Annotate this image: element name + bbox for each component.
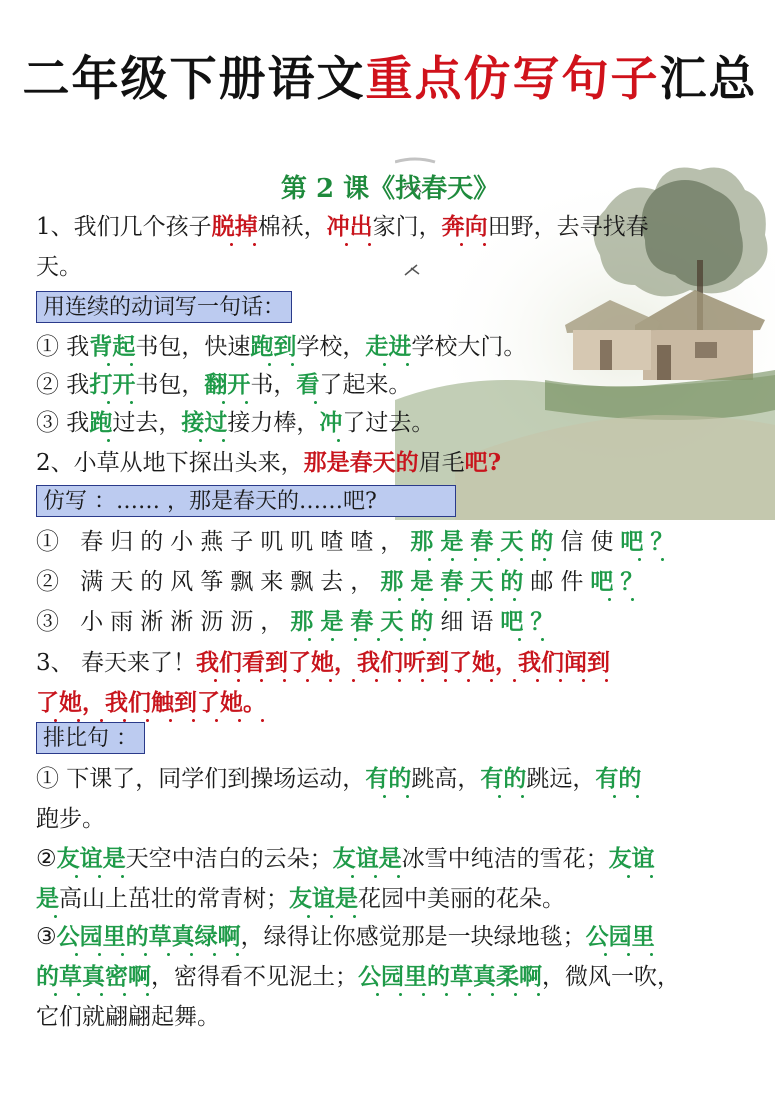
example-1-1: ① 我背起书包，快速跑到学校，走进学校大门。 bbox=[36, 333, 527, 360]
example-1-2: ② 我打开书包，翻开书，看了起来。 bbox=[36, 371, 412, 398]
sentence-2: 2、小草从地下探出头来，那是春天的眉毛吧? bbox=[36, 449, 502, 476]
example-3-1-line-1: ① 下课了，同学们到操场运动，有的跳高，有的跳远，有的 bbox=[36, 765, 642, 792]
example-2-1: ① 春归的小燕子叽叽喳喳，那是春天的信使吧？ bbox=[36, 528, 681, 555]
label-consecutive-verbs: 用连续的动词写一句话： bbox=[36, 291, 292, 323]
example-2-2: ② 满天的风筝飘来飘去，那是春天的邮件吧？ bbox=[36, 568, 651, 595]
example-3-3-line-3: 它们就翩翩起舞。 bbox=[36, 1004, 220, 1030]
example-3-3-line-2: 的草真密啊，密得看不见泥土；公园里的草真柔啊，微风一吹， bbox=[36, 963, 680, 990]
page-title: 二年级下册语文重点仿写句子汇总 bbox=[22, 52, 758, 107]
example-2-3: ③ 小雨淅淅沥沥，那是春天的细语吧？ bbox=[36, 608, 561, 635]
lesson-heading: 第 2 课《找春天》 bbox=[280, 174, 500, 204]
sentence-1-line-2: 天。 bbox=[36, 254, 82, 280]
sentence-1-line-1: 1、我们几个孩子脱掉棉袄，冲出家门，奔向田野，去寻找春 bbox=[36, 213, 649, 240]
sentence-3-line-1: 3、 春天来了！我们看到了她，我们听到了她，我们闻到 bbox=[36, 649, 610, 676]
example-3-1-line-2: 跑步。 bbox=[36, 806, 105, 832]
label-parallelism: 排比句 ： bbox=[36, 722, 145, 754]
example-3-2-line-1: ②友谊是天空中洁白的云朵；友谊是冰雪中纯洁的雪花；友谊 bbox=[36, 845, 655, 872]
sentence-3-line-2: 了她，我们触到了她。 bbox=[36, 689, 266, 716]
example-1-3: ③ 我跑过去，接过接力棒，冲了过去。 bbox=[36, 409, 435, 436]
label-imitate: 仿写 ：…… ，那是春天的……吧? bbox=[36, 485, 456, 517]
example-3-3-line-1: ③公园里的草真绿啊，绿得让你感觉那是一块绿地毯；公园里 bbox=[36, 923, 655, 950]
example-3-2-line-2: 是高山上茁壮的常青树；友谊是花园中美丽的花朵。 bbox=[36, 885, 565, 912]
